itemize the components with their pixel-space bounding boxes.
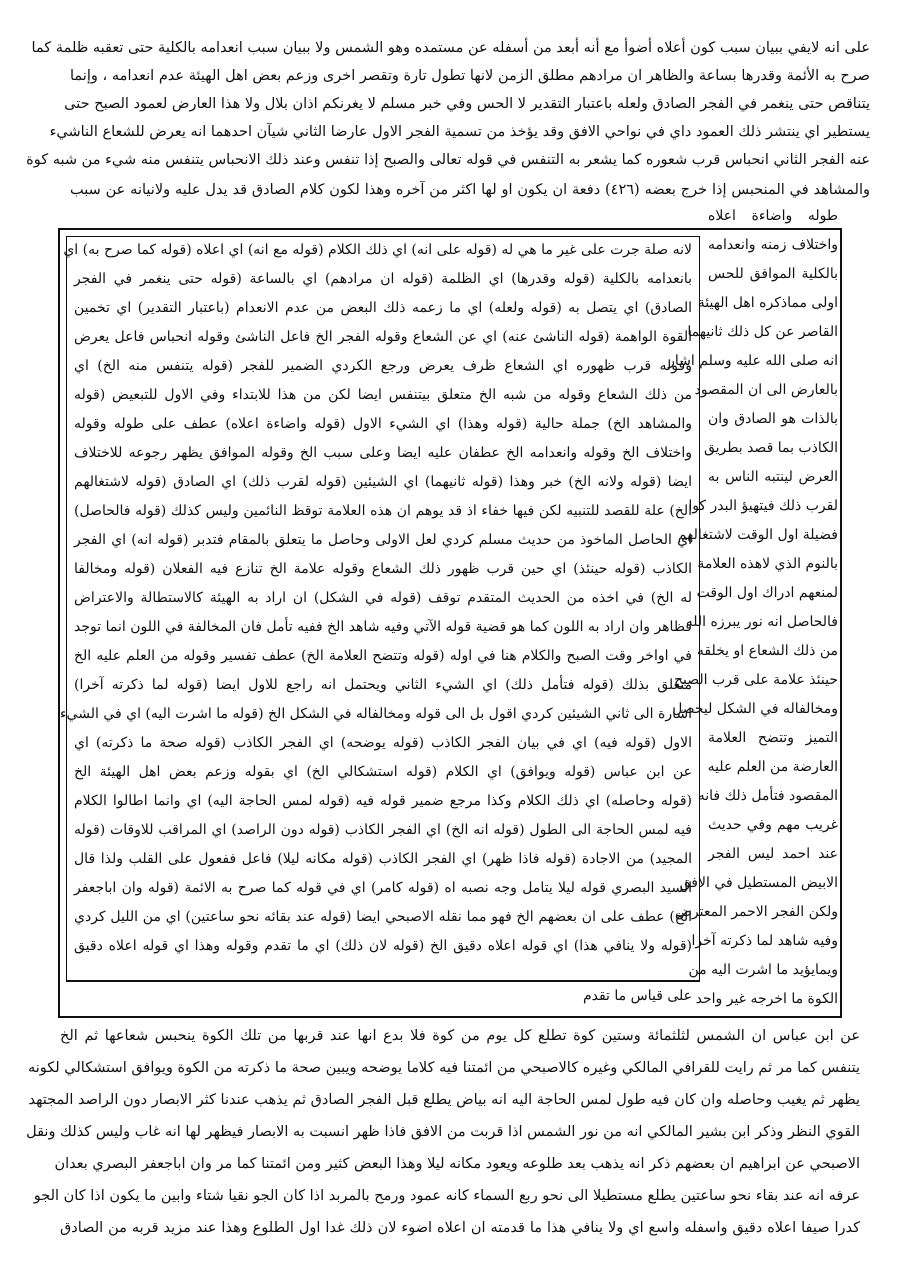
main-text-line: يتناقص حتى ينغمر في الفجر الصادق ولعله باعتبار التقدير لا الحس وفي خبر مسلم لا يغرنكم اذان بلال ولا هذا العارض لعمود الصبح حتى: [64, 96, 870, 112]
commentary-line: ايضا (قوله ولانه الخ) خبر وهذا (قوله ثانيهما) اي الشيئين (قوله لقرب ذلك) اي الصادق (قوله لاشتغالهم: [74, 474, 692, 490]
side-text-line: ويمايؤيد ما اشرت اليه من: [688, 962, 838, 978]
side-text-line: بالعارض الى ان المقصود: [694, 382, 838, 398]
main-text-line: والمشاهد في المنحبس إذا خرج بعضه (٤٢٦) دفعة ان يكون او لها اكثر من آخره وهذا لكون كلام الصادق قد يدل عليه ولانيانه عن سبب: [70, 182, 870, 198]
side-text-line: القاصر عن كل ذلك ثانيهما: [687, 324, 838, 340]
side-text-line: ومخالفاله في الشكل ليحصل: [672, 701, 838, 717]
commentary-frame: [59, 236, 700, 981]
commentary-line: واختلاف الخ وقوله وانعدامه الخ عطفان عليه ايضا وعلى سبب الخ وقوله الموافق يظهر رجوعه للاختلاف: [74, 445, 692, 461]
side-text-line: ولكن الفجر الاحمر المعترض: [675, 904, 838, 920]
main-text-line: يظهر ثم يغيب وحاصله وان كان فيه طول لمس الحاجة اليه انه بياض يطلع قبل الفجر الصادق ثم يذهب عندنا كثر الابصار دون الراصد المجتهد: [28, 1092, 860, 1108]
side-text-line: فضيلة اول الوقت لاشتغالهم: [677, 527, 838, 543]
side-text-line: عند احمد ليس الفجر: [708, 846, 838, 862]
commentary-line: المجيد) من الاجادة (قوله فاذا ظهر) اي الفجر الكاذب (قوله مكانه ليلا) فاعل ففعول على القلب ولذا قال: [74, 851, 692, 867]
commentary-line: عن ابن عباس (قوله ويوافق) اي الكلام (قوله استشكالي الخ) اي بقوله وزعم بعض اهل الهيئة الخ: [74, 764, 692, 780]
commentary-line: فظاهر وان اراد به اللون كما هو قضية قوله الآتي وفيه شاهد الخ ففيه تأمل فان المخالفة في اللون انما توجد: [74, 619, 692, 635]
side-text-line: انه صلى الله عليه وسلم اشار: [668, 353, 838, 369]
main-text-line: عن ابن عباس ان الشمس لثلثمائة وستين كوة تطلع كل يوم من كوة فلا بدع انها عند قربها من تلك الكوة ينحبس شعاعها ثم الخ: [60, 1028, 860, 1044]
commentary-line: السيد البصري قوله ليلا يتامل وجه نصبه اه (قوله كامر) اي في قوله كما صرح به الائمة (قوله وان اباجعفر: [74, 880, 692, 896]
side-text-line: الابيض المستطيل في الافق: [679, 875, 838, 891]
commentary-line: القوة الواهمة (قوله الناشئ عنه) اي عن الشعاع وقوله الفجر الخ فاعل الناشئ وقوله انحباس فاعل يعرض: [74, 329, 692, 345]
side-text-line: حينئذ علامة على قرب الصبح: [673, 672, 838, 688]
commentary-line: لانه صلة جرت على غير ما هي له (قوله على انه) اي ذلك الكلام (قوله مع انه) اي اعلاه (قوله كما صرح به) اي: [63, 242, 692, 258]
side-text-line: واختلاف زمنه وانعدامه: [708, 237, 838, 253]
commentary-line: (قوله ولا ينافي هذا) اي قوله اعلاه دقيق الخ (قوله لان ذلك) اي ما تقدم وقوله وهذا اي قوله اعلاه دقيق: [74, 938, 692, 954]
side-text-line: بالنوم الذي لاهذه العلامة: [697, 556, 838, 572]
commentary-line: الخ) عطف على ان بعضهم الخ فهو مما نقله الاصبحي ايضا (قوله عند بقائه نحو ساعتين) اي من الليل كردي: [74, 909, 692, 925]
side-text-line: بالكلية الموافق للحس: [708, 266, 838, 282]
commentary-line: الكاذب (قوله حينئذ) اي حين قرب ظهور ذلك الشعاع وقوله علامة الخ تنازع فيه الفعلان (قوله ومخالفا: [74, 561, 692, 577]
commentary-line: (قوله وحاصله) اي ذلك الكلام وكذا مرجع ضمير قوله فيه (قوله لمس الحاجة اليه) اي وانما اطالوا الكلام: [74, 793, 692, 809]
side-text-line: فالحاصل انه نور يبرزه الله: [685, 614, 838, 630]
side-text-line: اولى مماذكره اهل الهيئة: [697, 295, 838, 311]
commentary-line: الاول (قوله فيه) اي في بيان الفجر الكاذب (قوله يوضحه) اي الفجر الكاذب (قوله صحة ما ذكرته) اي: [74, 735, 692, 751]
side-text-line: لمنعهم ادراك اول الوقت: [696, 585, 838, 601]
main-text-line: يتنفس كما مر ثم رايت للقرافي المالكي وغيره كالاصبحي من ائمتنا فيه كلاما يوضحه ويبين صحة ما ذكرته من الكوة ويوافق استشكالي لكونه: [27, 1060, 860, 1076]
main-text-line: الاصبحي عن ابراهيم ان بعضهم ذكر انه يذهب بعد طلوعه ويعود مكانه ليلا وهذا البعض كثير ومن ائمتنا كما مر وان اباجعفر البصري بعدان: [54, 1156, 860, 1172]
commentary-line: اي الحاصل الماخوذ من حديث مسلم كردي لعل الاولى وحاصل ما يتعلق بالمقام فتدبر (قوله انه) اي الفجر: [74, 532, 692, 548]
side-text-line: من ذلك الشعاع او يخلقه: [696, 643, 838, 659]
main-text-line: عرفه انه عند بقاء نحو ساعتين يطلع مستطيلا الى نحو ربع السماء كانه عمود ورمح بالمربد اذا كان الجو نقيا شتاء وابين ما يكون اذا كان الجو: [33, 1188, 860, 1204]
commentary-line: في اواخر وقت الصبح والكلام هنا في اوله (قوله وتتضح العلامة الخ) عطف تفسير وقوله من العلم عليه الخ: [74, 648, 692, 664]
main-text-line: القوي النظر وذكر ابن بشير المالكي انه من نور الشمس اذا قربت من الافق فاذا ظهر انسبت به الابصار فيظهر لها انه غاب وليس كذلك ونقل: [26, 1124, 860, 1140]
main-text-line: على انه لايفي ببيان سبب كون أعلاه أضوأ مع أنه أبعد من أسفله عن مستمده وهو الشمس ولا ببيان سبب انعدامه بالكلية حتى تعقبه ظلمة كما: [31, 40, 870, 56]
side-text-line: بالذات هو الصادق وان: [708, 411, 838, 427]
main-text-line: عنه الفجر الثاني انحباس قرب شعوره كما يشعر به التنفس في قوله تعالى والصبح إذا تنفس وعند ذلك الانحباس يتنفس منه شيء من شبه كوة: [26, 152, 870, 168]
side-text-line: العارضة من العلم عليه: [707, 759, 838, 775]
side-text-line: الكوة ما اخرجه غير واحد: [695, 991, 838, 1007]
side-text-line: وفيه شاهد لما ذكرته آخرا: [691, 933, 838, 949]
commentary-line: وقوله قرب ظهوره اي الشعاع ظرف يعرض ورجع الكردي الضمير للفجر (قوله يتنفس منه الخ) اي: [74, 358, 692, 374]
main-text-line: كدرا صيفا اعلاه دقيق واسفله واسع اي ولا ينافي هذا ما قدمته ان اعلاه اضوء لان ذلك غدا اول الطلوع وهذا عند مزيد قربه من الصادق: [60, 1220, 860, 1236]
commentary-line: اشارة الى ثاني الشيئين كردي اقول بل الى قوله ومخالفاله في الشكل الخ (قوله ما اشرت اليه) اي في الشيء: [59, 706, 692, 722]
side-text-line: المقصود فتأمل ذلك فانه: [697, 788, 838, 804]
commentary-line: الصادق) اي يتصل به (قوله ولعله) اي ما زعمه ذلك البعض من عدم الانعدام (باعتبار التقدير) اي تخمين: [74, 300, 692, 316]
side-text-line: العرض لينتبه الناس به: [708, 469, 838, 485]
side-text-line: الكاذب بما قصد بطريق: [703, 440, 838, 456]
commentary-line: الخ) علة للقصد للتنبيه لكن فيها خفاء اذ قد يوهم ان هذه العلامة توقظ النائمين وليس كذلك (قوله فالحاصل): [74, 503, 692, 519]
commentary-line: فيه لمس الحاجة الى الطول (قوله انه الخ) اي الفجر الكاذب (قوله دون الراصد) اي المراقب للاوقات (قوله: [74, 822, 692, 838]
commentary-footer-line: على قياس ما تقدم: [582, 988, 692, 1004]
commentary-line: والمشاهد الخ) جملة حالية (قوله وهذا) اي الشيء الاول (قوله واضاءة اعلاه) عطف على طوله وقوله: [74, 416, 692, 432]
side-text-line: غريب مهم وفي حديث: [708, 817, 838, 833]
main-text-line: صرح به الأئمة وقدرها بساعة والظاهر ان مرادهم مطلق الزمن لانها تطول تارة وتقصر اخرى وزعم بعض اهل الهيئة عدم انعدامه ، وإنما: [70, 68, 870, 84]
main-text-line: يستطير اي ينتشر ذلك العمود داي في نواحي الافق وقد يؤخذ من تسمية الفجر الاول عارضا الثاني شيآن احدهما انه يعرض للشعاع الناشيء: [49, 124, 870, 140]
side-text-line: التميز وتتضح العلامة: [708, 730, 838, 746]
commentary-line: متعلق بذلك (قوله فتأمل ذلك) اي الشيء الثاني ويحتمل انه راجع للاول ايضا (قوله لما ذكرته آخرا): [74, 677, 692, 693]
commentary-line: له الخ) في اخذه من الحديث المتقدم توقف (قوله في الشكل) ان اراد به الهيئة كالاستطالة والاعتراض: [74, 590, 692, 606]
inner-footer-rule: [66, 981, 700, 982]
side-text-line: طوله واضاءة اعلاه: [708, 208, 838, 224]
commentary-line: من ذلك الشعاع وقوله من شبه الخ متعلق بيتنفس ايضا لكن من هذا للابتداء وفي الاول للتبعيض (قوله: [74, 387, 692, 403]
commentary-line: بانعدامه بالكلية (قوله وقدرها) اي الظلمة (قوله ان مرادهم) اي بالساعة (قوله حتى ينغمر في الفجر: [74, 271, 692, 287]
side-text-line: لقرب ذلك فيتهيؤ البدر كوا: [688, 498, 838, 514]
